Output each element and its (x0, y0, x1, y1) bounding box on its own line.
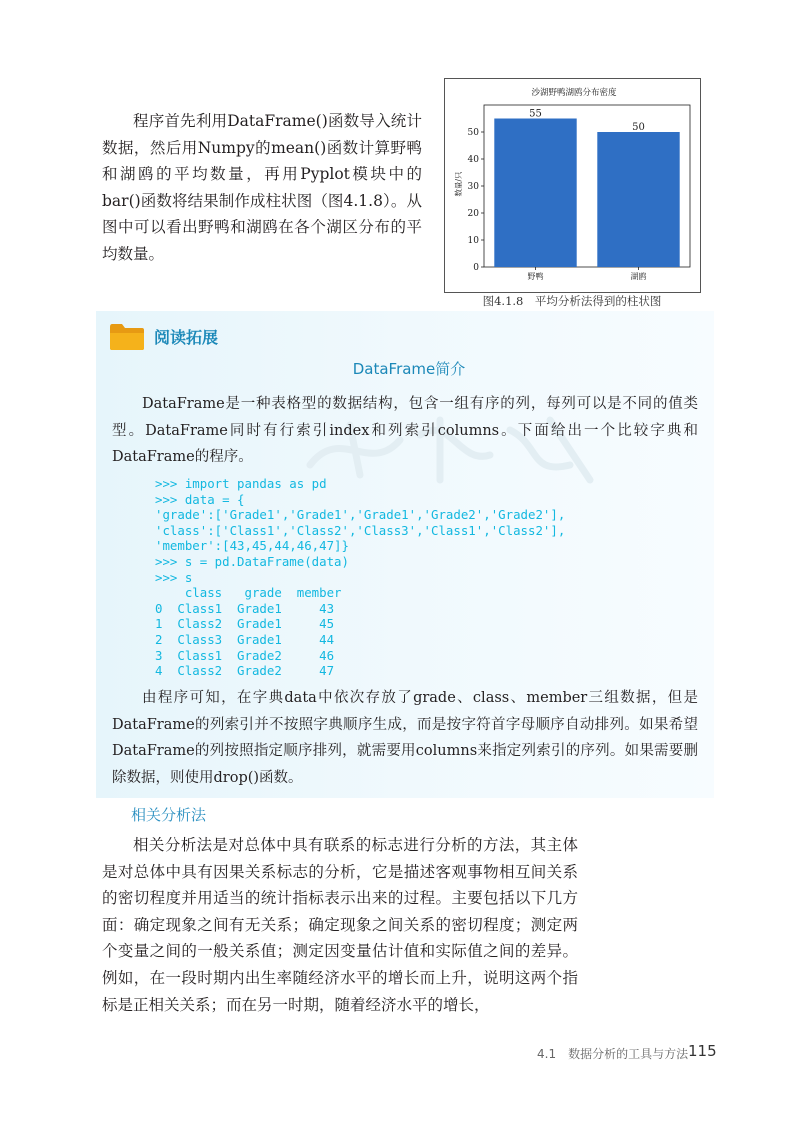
chart-bars (494, 109, 679, 268)
reading-paragraph-2: 由程序可知，在字典data中依次存放了grade、class、member三组数据，但是DataFrame的列索引并不按照字典顺序生成，而是按字符首字母顺序自动排列。如果希望DataFrame的列按照指定顺序排列，就需要用columns来指定列索引的序列。如果需要删除数据，则使用drop()函数。 (112, 690, 698, 786)
page-number: 115 (688, 1042, 717, 1060)
chart-title: 沙湖野鸭湖鸥分布密度 (531, 88, 617, 98)
chart-y-tick-label: 0 (473, 263, 479, 273)
chart-y-tick-label: 10 (467, 236, 479, 246)
chart-bar (494, 119, 576, 268)
reading-title: 阅读拓展 (154, 328, 219, 347)
body-paragraph: 相关分析法是对总体中具有联系的标志进行分析的方法，其主体是对总体中具有因果关系标志的分析，它是描述客观事物相互间关系的密切程度并用适当的统计指标表示出来的过程。主要包括以下几方面：确定现象之间有无关系；确定现象之间关系的密切程度；测定两个变量之间的一般关系值；测定因变量估计值和实际值之间的差异。例如，在一段时期内出生率随经济水平的增长而上升，说明这两个指标是正相关关系；而在另一时期，随着经济水平的增长， (102, 836, 578, 1014)
bar-chart (445, 79, 700, 292)
folder-icon (108, 321, 146, 351)
chart-category-label: 湖鸥 (630, 272, 647, 281)
chart-data-label: 55 (529, 108, 542, 120)
chart-y-axis-label: 数量/只 (454, 171, 463, 197)
reading-subtitle: DataFrame简介 (352, 360, 466, 378)
section-heading: 相关分析法 (131, 806, 207, 824)
chart-y-tick-label: 40 (467, 155, 479, 165)
chart-y-tick-label: 30 (467, 182, 479, 192)
chart-category-label: 野鸭 (527, 272, 544, 281)
chart-y-tick-label: 20 (467, 209, 479, 219)
footer-section-title: 4.1 数据分析的工具与方法 (537, 1047, 689, 1061)
reading-paragraph-1: DataFrame是一种表格型的数据结构，包含一组有序的列，每列可以是不同的值类型。DataFrame同时有行索引index和列索引columns。下面给出一个比较字典和DataFrame的程序。 (112, 396, 698, 465)
chart-data-label: 50 (632, 122, 645, 133)
intro-paragraph: 程序首先利用DataFrame()函数导入统计数据，然后用Numpy的mean()函数计算野鸭和湖鸥的平均数量，再用Pyplot模块中的bar()函数将结果制作成柱状图（图4.1.8）。从图中可以看出野鸭和湖鸥在各个湖区分布的平均数量。 (102, 112, 422, 263)
chart-bar (597, 132, 679, 267)
figure-caption: 图4.1.8 平均分析法得到的柱状图 (482, 294, 662, 308)
bar-chart-figure (444, 78, 701, 293)
code-block: >>> import pandas as pd >>> data = { 'grade':['Grade1','Grade1','Grade1','Grade2','Grade2'], 'class':['Class1','Class2','Class3','Class1','Class2'], 'member':[43,45,44,46,47]} >>> s = pd.DataFrame(data) >>> s class grade member 0 Class1 Grade1 43 1 Class2 Grade1 45 2 Class3 Grade1 44 3 Class1 Grade2 46 4 Class2 Grade2 47 (155, 476, 566, 679)
chart-y-tick-label: 50 (467, 128, 479, 138)
